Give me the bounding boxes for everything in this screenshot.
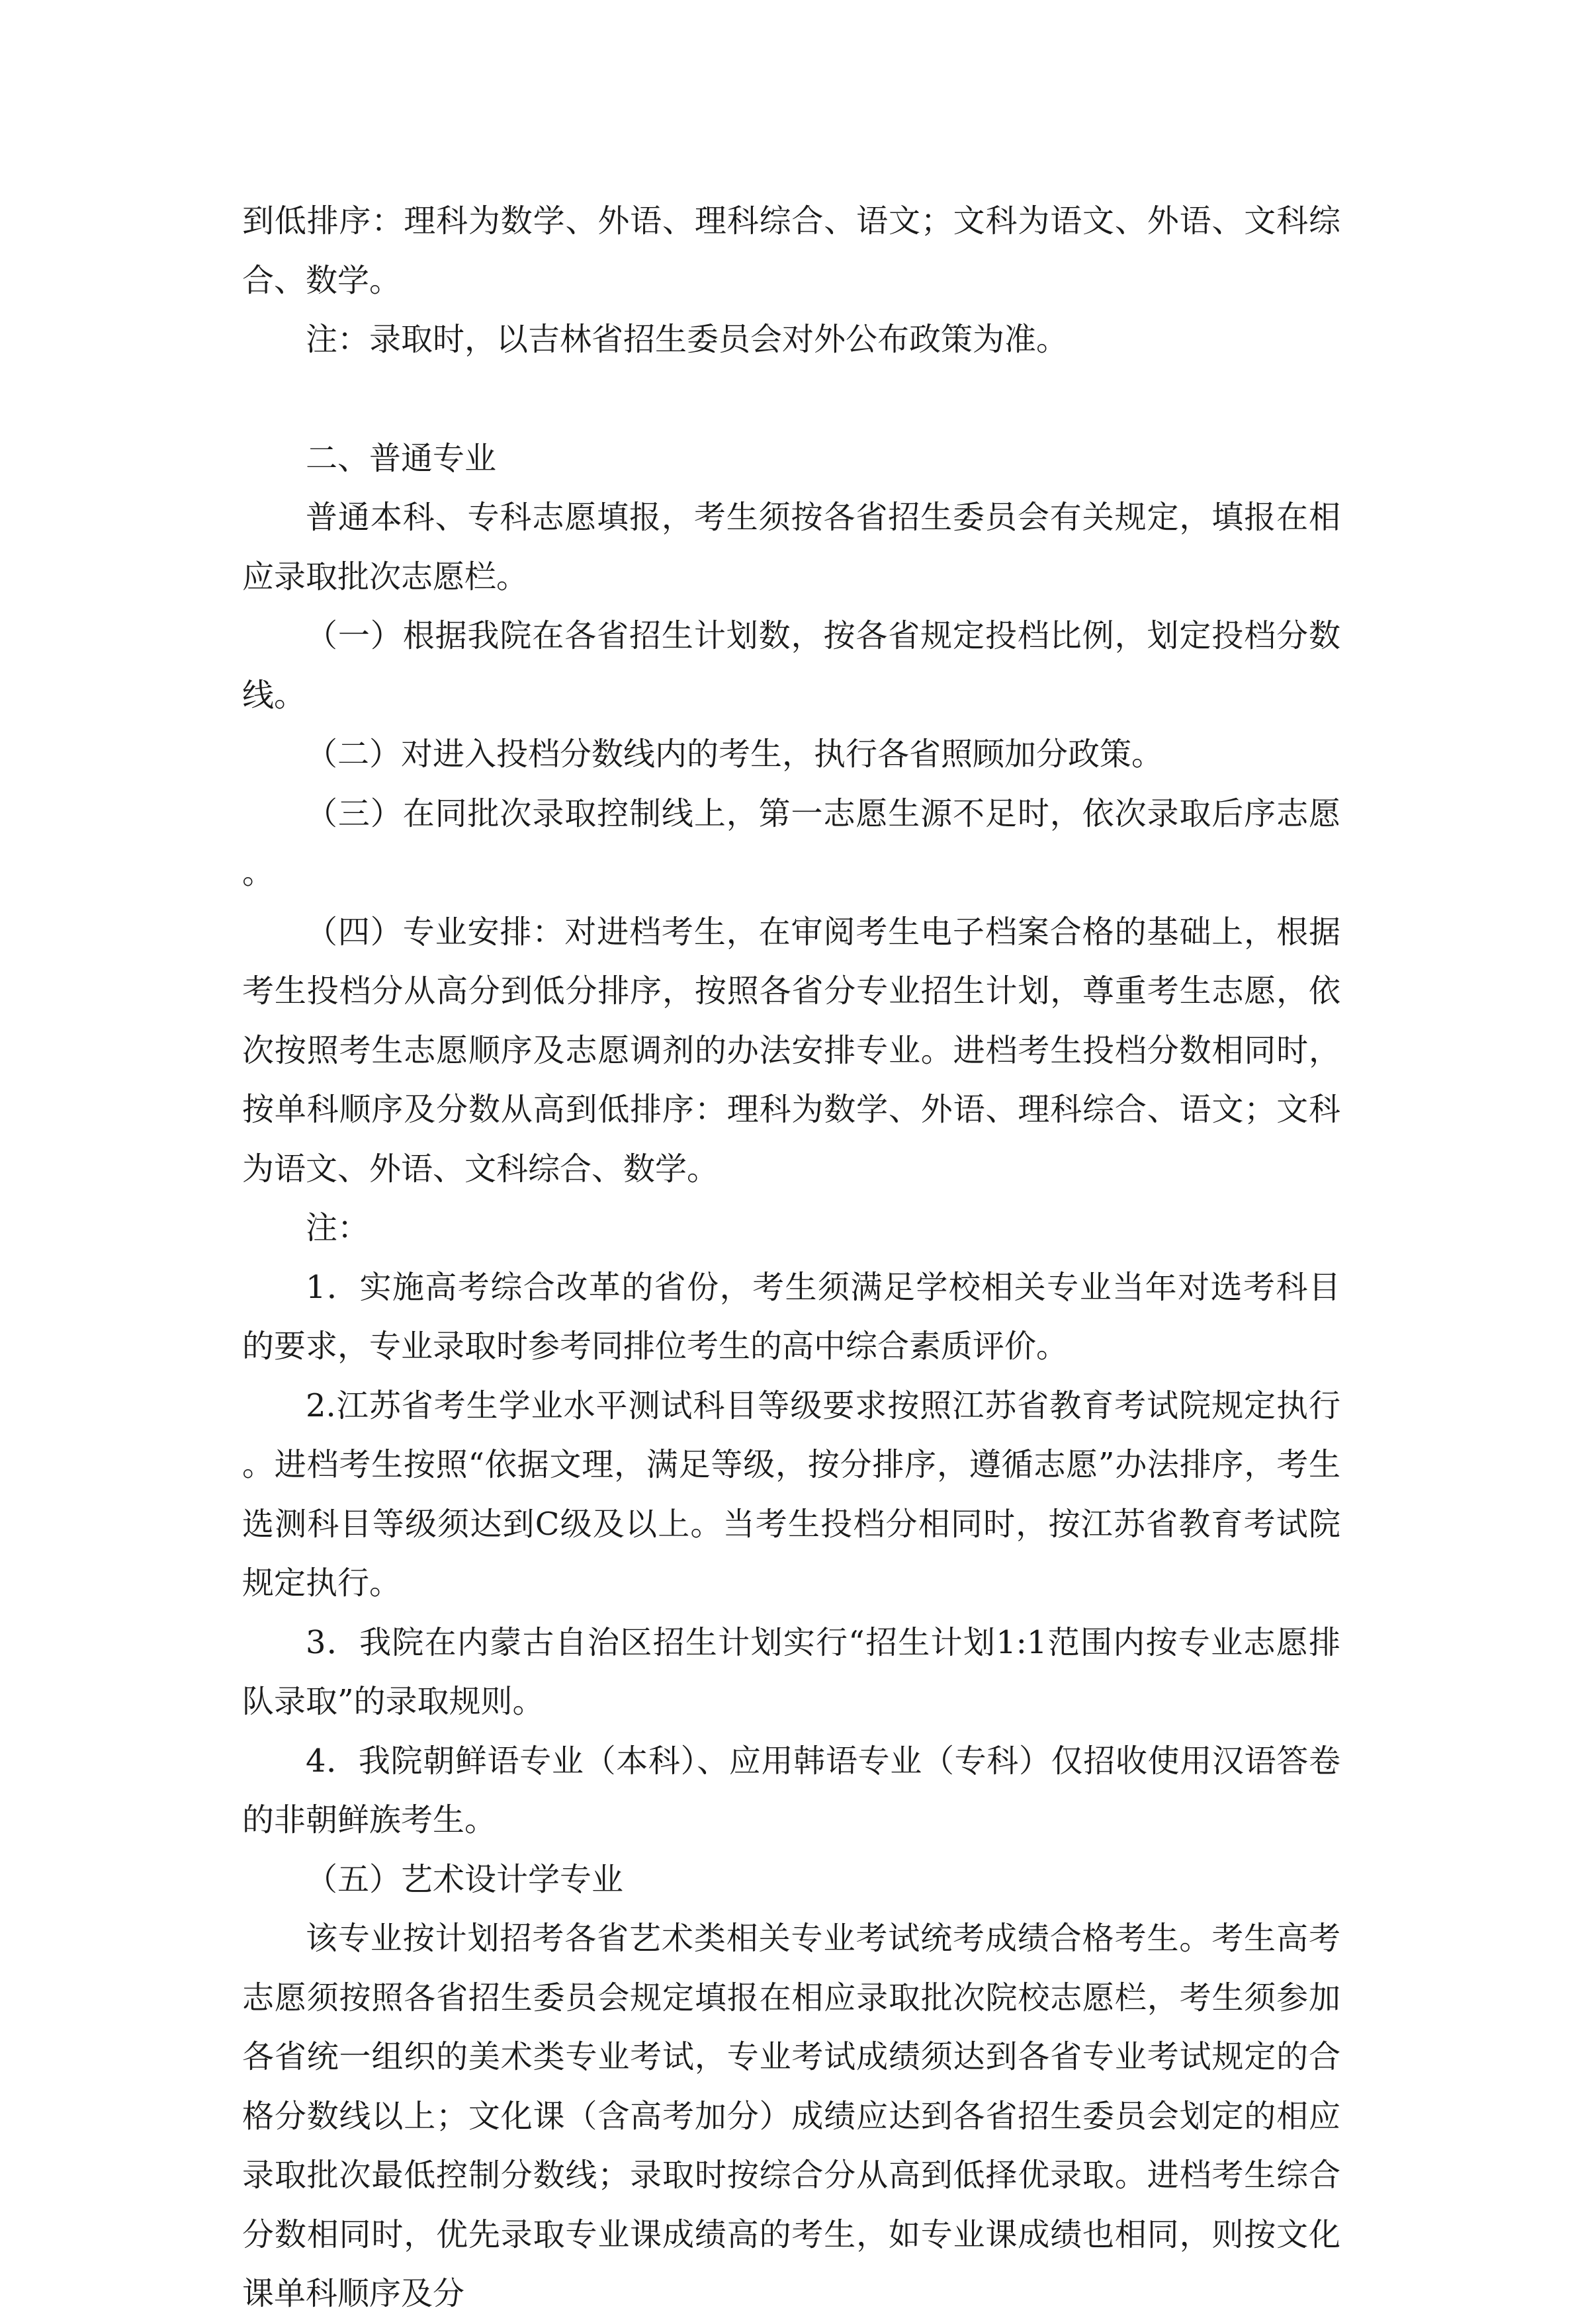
- paragraph-note-3: 3．我院在内蒙古自治区招生计划实行“招生计划1:1范围内按专业志愿排队录取”的录取规则。: [242, 1623, 1340, 1720]
- paragraph-item-5: （五）艺术设计学专业: [306, 1860, 624, 1898]
- document-page: [242, 192, 1340, 2324]
- paragraph-item-3: （三）在同批次录取控制线上，第一志愿生源不足时，依次录取后序志愿。: [242, 795, 1340, 891]
- paragraph-general-intro: 普通本科、专科志愿填报，考生须按各省招生委员会有关规定，填报在相应录取批次志愿栏。: [242, 499, 1340, 595]
- paragraph-art-design: 该专业按计划招考各省艺术类相关专业考试统考成绩合格考生。考生高考志愿须按照各省招生委员会规定填报在相应录取批次院校志愿栏，考生须参加各省统一组织的美术类专业考试，专业考试成绩须达到各省专业考试规定的合格分数线以上；文化课（含高考加分）成绩应达到各省招生委员会划定的相应录取批次最低控制分数线；录取时按综合分从高到低择优录取。进档考生综合分数相同时，优先录取专业课成绩高的考生，如专业课成绩也相同，则按文化课单科顺序及分: [242, 1920, 1340, 2312]
- paragraph-continuation: 到低排序：理科为数学、外语、理科综合、语文；文科为语文、外语、文科综合、数学。: [242, 202, 1340, 299]
- paragraph-note-4: 4．我院朝鲜语专业（本科）、应用韩语专业（专科）仅招收使用汉语答卷的非朝鲜族考生。: [242, 1742, 1340, 1838]
- paragraph-item-4: （四）专业安排：对进档考生，在审阅考生电子档案合格的基础上，根据考生投档分从高分到低分排序，按照各省分专业招生计划，尊重考生志愿，依次按照考生志愿顺序及志愿调剂的办法安排专业。进档考生投档分数相同时，按单科顺序及分数从高到低排序：理科为数学、外语、理科综合、语文；文科为语文、外语、文科综合、数学。: [242, 913, 1340, 1187]
- section-heading-general-majors: 二、普通专业: [306, 439, 497, 477]
- paragraph-item-2: （二）对进入投档分数线内的考生，执行各省照顾加分政策。: [306, 736, 1164, 773]
- paragraph-note-label: 注：: [306, 1209, 370, 1246]
- paragraph-item-1: （一）根据我院在各省招生计划数，按各省规定投档比例，划定投档分数线。: [242, 617, 1340, 714]
- paragraph-note-jilin: 注：录取时，以吉林省招生委员会对外公布政策为准。: [306, 321, 1069, 358]
- paragraph-note-2: 2.江苏省考生学业水平测试科目等级要求按照江苏省教育考试院规定执行。进档考生按照“依据文理，满足等级，按分排序，遵循志愿”办法排序，考生选测科目等级须达到C级及以上。当考生投档分相同时，按江苏省教育考试院规定执行。: [242, 1387, 1340, 1602]
- paragraph-note-1: 1．实施高考综合改革的省份，考生须满足学校相关专业当年对选考科目的要求，专业录取时参考同排位考生的高中综合素质评价。: [242, 1268, 1340, 1365]
